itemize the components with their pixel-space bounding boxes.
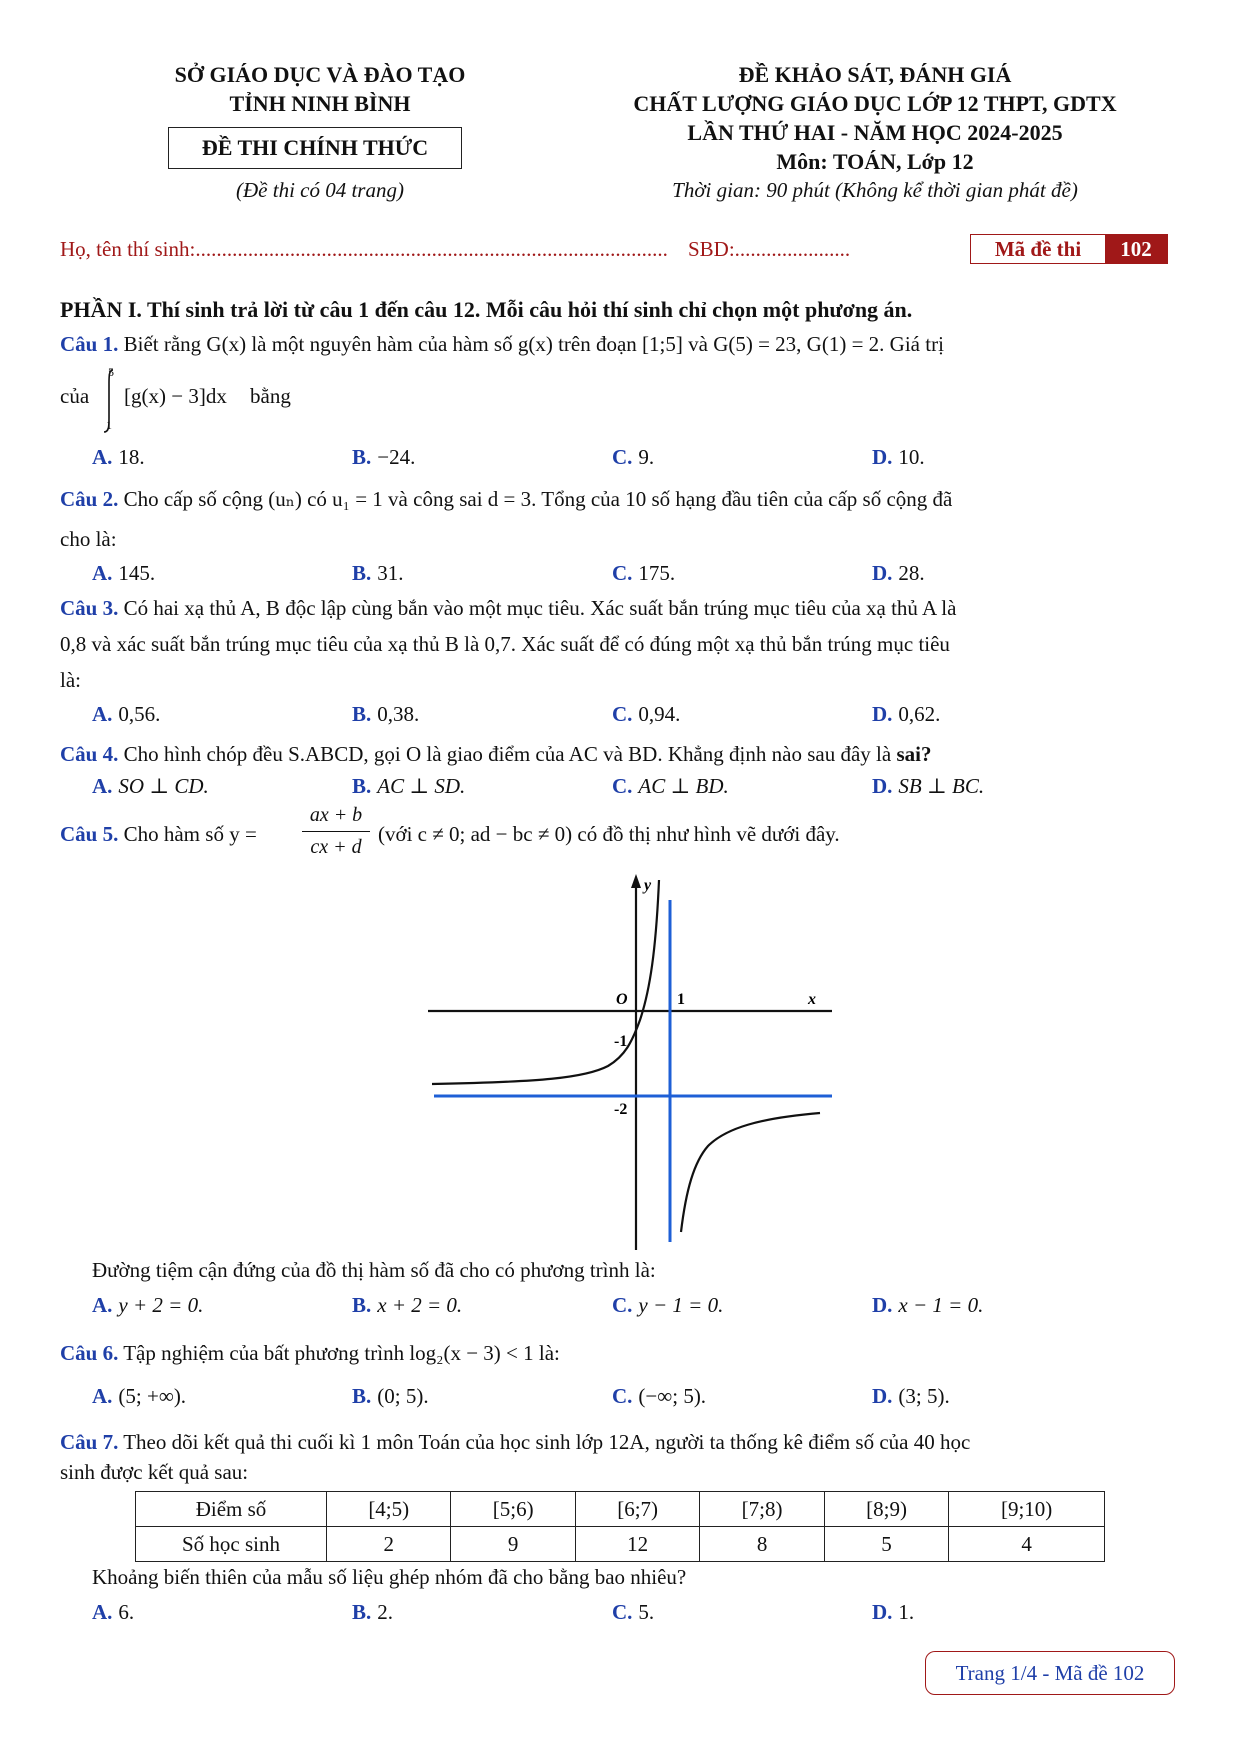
table-cell: 4 bbox=[949, 1527, 1105, 1562]
integral-lower: 1 bbox=[106, 418, 112, 432]
exam-round: LẦN THỨ HAI - NĂM HỌC 2024-2025 bbox=[687, 120, 1063, 145]
table-cell: [7;8) bbox=[700, 1492, 824, 1527]
q4-text: Câu 4. Cho hình chóp đều S.ABCD, gọi O là giao điểm của AC và BD. Khẳng định nào sau đây là sai? bbox=[60, 742, 932, 766]
table-row bbox=[136, 1492, 1105, 1527]
official-exam-label: ĐỀ THI CHÍNH THỨC bbox=[168, 127, 462, 169]
page-footer: Trang 1/4 - Mã đề 102 bbox=[925, 1651, 1175, 1695]
q2-option-d: D. 28. bbox=[872, 561, 925, 585]
q1-text-line1 bbox=[60, 330, 1180, 358]
y-axis-arrow bbox=[631, 874, 641, 888]
tick-label-minus1: -1 bbox=[614, 1033, 628, 1050]
y-axis-label: y bbox=[644, 877, 652, 894]
q1-text-pre: của bbox=[60, 384, 90, 408]
q4-option-c: C. AC ⊥ BD. bbox=[612, 774, 729, 798]
q3-option-a: A. 0,56. bbox=[92, 702, 161, 726]
function-graph bbox=[420, 870, 840, 1250]
fraction-numerator: ax + b bbox=[309, 804, 363, 826]
q4-option-b: B. AC ⊥ SD. bbox=[352, 774, 466, 798]
exam-subject: Môn: TOÁN, Lớp 12 bbox=[776, 149, 974, 174]
q1-option-b: B. −24. bbox=[352, 445, 416, 469]
q6-option-b: B. (0; 5). bbox=[352, 1384, 429, 1408]
integrand: [g(x) − 3]dx bbox=[124, 384, 227, 408]
table-cell: Điểm số bbox=[136, 1492, 327, 1527]
table-cell: [6;7) bbox=[575, 1492, 699, 1527]
q7-text-line1: Câu 7. Theo dõi kết quả thi cuối kì 1 môn Toán của học sinh lớp 12A, người ta thống kê điểm số của 40 học bbox=[60, 1430, 971, 1454]
curve-right-branch bbox=[681, 1113, 820, 1232]
candidate-sbd-field: SBD:...................... bbox=[688, 237, 851, 261]
q6-option-a: A. (5; +∞). bbox=[92, 1384, 187, 1408]
q1-text-a: Biết rằng G(x) là một nguyên hàm của hàm số g(x) trên đoạn [1;5] và G(5) = 23, G(1) = 2. Giá trị bbox=[123, 332, 944, 356]
origin-label: O bbox=[616, 991, 628, 1008]
q3-option-c: C. 0,94. bbox=[612, 702, 681, 726]
q6-text: Câu 6. Tập nghiệm của bất phương trình log₂(x − 3) < 1 là: bbox=[60, 1341, 560, 1365]
q7-question: Khoảng biến thiên của mẫu số liệu ghép nhóm đã cho bằng bao nhiêu? bbox=[92, 1565, 687, 1589]
q3-option-b: B. 0,38. bbox=[352, 702, 420, 726]
integral-upper: 5 bbox=[108, 365, 114, 379]
q2-text-line1: Câu 2. Cho cấp số cộng (uₙ) có u₁ = 1 và công sai d = 3. Tổng của 10 số hạng đầu tiên của cấp số cộng đã bbox=[60, 487, 953, 511]
q5-text-post: (với c ≠ 0; ad − bc ≠ 0) có đồ thị như hình vẽ dưới đây. bbox=[378, 822, 840, 846]
q4-option-a: A. SO ⊥ CD. bbox=[92, 774, 209, 798]
q1-label: Câu 1. bbox=[60, 332, 119, 356]
table-cell: 8 bbox=[700, 1527, 824, 1562]
q2-option-b: B. 31. bbox=[352, 561, 404, 585]
exam-subtitle: CHẤT LƯỢNG GIÁO DỤC LỚP 12 THPT, GDTX bbox=[633, 91, 1117, 116]
q7-option-b: B. 2. bbox=[352, 1600, 394, 1624]
province-name: TỈNH NINH BÌNH bbox=[229, 91, 411, 116]
exam-code-box bbox=[970, 234, 1168, 264]
table-cell: 5 bbox=[824, 1527, 948, 1562]
q3-text-line1: Câu 3. Có hai xạ thủ A, B độc lập cùng bắn vào một mục tiêu. Xác suất bắn trúng mục tiêu của xạ thủ A là bbox=[60, 596, 957, 620]
q5-option-c: C. y − 1 = 0. bbox=[612, 1293, 724, 1317]
q2-text-line2: cho là: bbox=[60, 527, 117, 551]
pages-note: (Đề thi có 04 trang) bbox=[236, 178, 404, 202]
department-name: SỞ GIÁO DỤC VÀ ĐÀO TẠO bbox=[174, 62, 466, 87]
q3-text-line3: là: bbox=[60, 668, 81, 692]
q7-text-line2: sinh được kết quả sau: bbox=[60, 1460, 249, 1484]
table-cell: [4;5) bbox=[327, 1492, 451, 1527]
section-title: PHẦN I. Thí sinh trả lời từ câu 1 đến câu 12. Mỗi câu hỏi thí sinh chỉ chọn một phương án. bbox=[60, 297, 913, 322]
q5-question: Đường tiệm cận đứng của đồ thị hàm số đã cho có phương trình là: bbox=[92, 1258, 656, 1282]
tick-label-1: 1 bbox=[677, 991, 685, 1008]
score-table bbox=[135, 1491, 1105, 1562]
exam-title: ĐỀ KHẢO SÁT, ĐÁNH GIÁ bbox=[738, 62, 1012, 87]
q6-option-c: C. (−∞; 5). bbox=[612, 1384, 707, 1408]
table-cell: 2 bbox=[327, 1527, 451, 1562]
fraction-denominator: cx + d bbox=[310, 836, 362, 858]
table-cell: [5;6) bbox=[451, 1492, 575, 1527]
exam-duration: Thời gian: 90 phút (Không kể thời gian phát đề) bbox=[672, 178, 1078, 202]
q1-option-c: C. 9. bbox=[612, 445, 655, 469]
exam-code-label: Mã đề thi bbox=[994, 236, 1082, 261]
tick-label-minus2: -2 bbox=[614, 1101, 628, 1118]
q7-option-a: A. 6. bbox=[92, 1600, 135, 1624]
q5-option-d: D. x − 1 = 0. bbox=[872, 1293, 984, 1317]
candidate-name-field: Họ, tên thí sinh:.......................................................................................... bbox=[60, 237, 668, 261]
q1-option-d: D. 10. bbox=[872, 445, 925, 469]
q5-option-a: A. y + 2 = 0. bbox=[92, 1293, 204, 1317]
q3-option-d: D. 0,62. bbox=[872, 702, 941, 726]
q3-text-line2: 0,8 và xác suất bắn trúng mục tiêu của xạ thủ B là 0,7. Xác suất để có đúng một xạ thủ bắn trúng mục tiêu bbox=[60, 632, 950, 656]
q6-option-d: D. (3; 5). bbox=[872, 1384, 950, 1408]
q5-text-pre: Câu 5. Cho hàm số y = bbox=[60, 822, 257, 846]
q7-option-c: C. 5. bbox=[612, 1600, 655, 1624]
table-row bbox=[136, 1527, 1105, 1562]
fraction-bar bbox=[302, 831, 370, 832]
q2-option-a: A. 145. bbox=[92, 561, 156, 585]
exam-code-value: 102 bbox=[1105, 235, 1167, 263]
x-axis-label: x bbox=[808, 991, 816, 1008]
table-cell: Số học sinh bbox=[136, 1527, 327, 1562]
q2-option-c: C. 175. bbox=[612, 561, 676, 585]
table-cell: 9 bbox=[451, 1527, 575, 1562]
q4-option-d: D. SB ⊥ BC. bbox=[872, 774, 985, 798]
q1-option-a: A. 18. bbox=[92, 445, 145, 469]
table-cell: 12 bbox=[575, 1527, 699, 1562]
q5-option-b: B. x + 2 = 0. bbox=[352, 1293, 463, 1317]
table-cell: [8;9) bbox=[824, 1492, 948, 1527]
curve-left-branch bbox=[432, 880, 659, 1084]
q1-text-post: bằng bbox=[250, 384, 291, 408]
q7-option-d: D. 1. bbox=[872, 1600, 915, 1624]
table-cell: [9;10) bbox=[949, 1492, 1105, 1527]
